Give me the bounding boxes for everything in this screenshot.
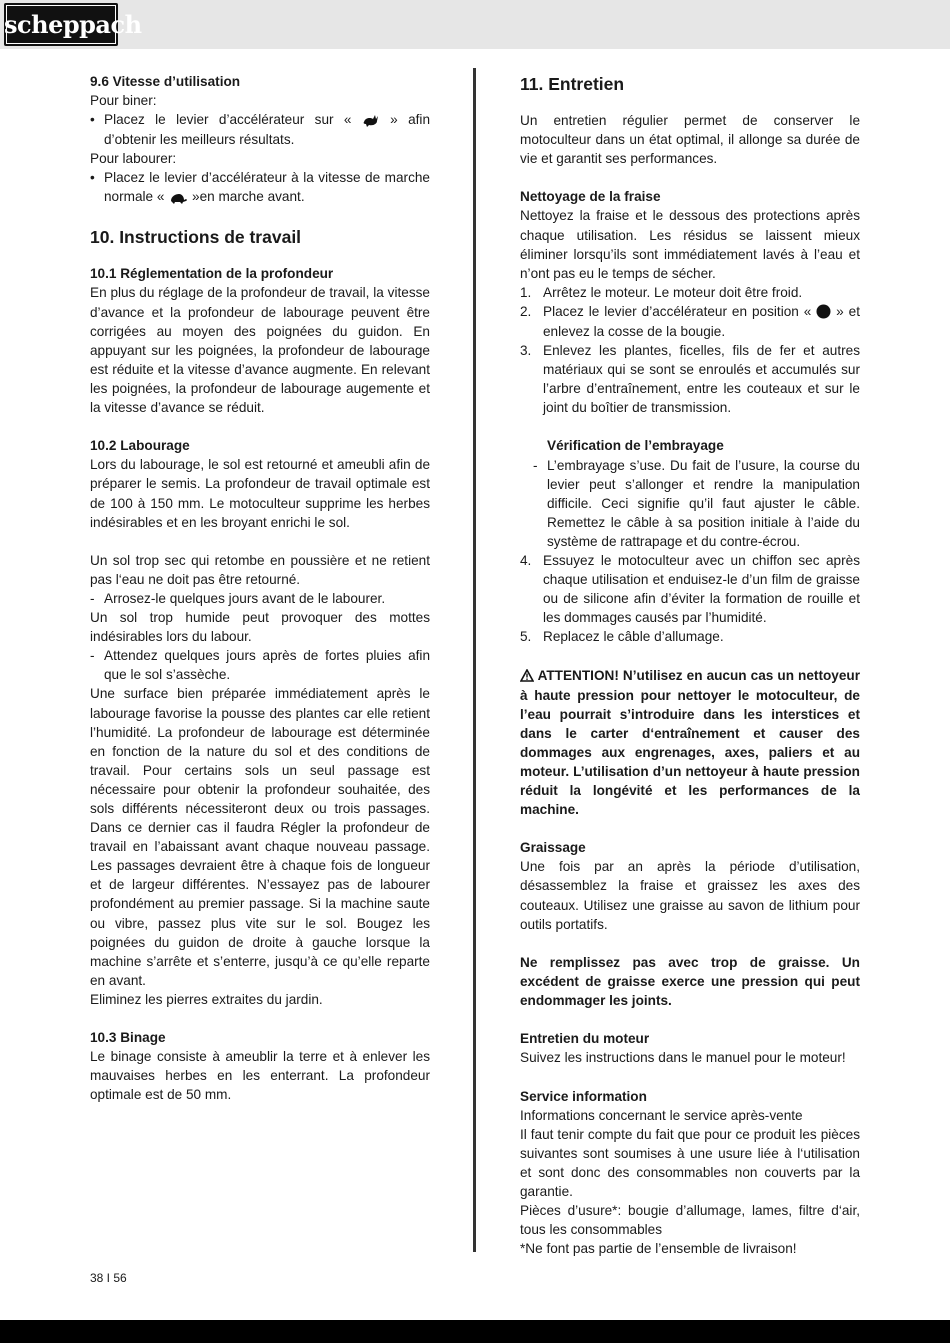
stop-circle-icon [816, 303, 831, 322]
section-10-title: 10. Instructions de travail [90, 227, 302, 248]
right-column [520, 72, 860, 1258]
page-number: 38 I 56 [90, 1271, 127, 1285]
hare-fast-icon [362, 111, 380, 130]
list-item: 3. Enlevez les plantes, ficelles, fils de fer et autres matériaux qui se sont se enroulés et accumulés sur l’arbre d’entraînement, entre les couteaux et sur le joint du boîtier de transmission. [520, 342, 860, 416]
attention-warning: ATTENTION! N’utilisez en aucun cas un nettoyeur à haute pression pour nettoyer le motoculteur, de l’eau pourrait s’introduire dans les interstices et dans le carter d‘entraînement et causer des dommages aux engrenages, axes, paliers et au moteur. L’utilisation d’un nettoyeur à haute pression réduit la longévité et les performances de la machine. [520, 667, 860, 818]
paragraph: Un sol trop humide peut provoquer des mottes indésirables lors du labour. [90, 610, 430, 645]
list-item: 2. Placez le levier d’accélérateur en position « » et enlevez la cosse de la bougie. [520, 303, 860, 339]
paragraph: Nettoyez la fraise et le dessous des protections après chaque utilisation. Les résidus se laissent mieux éliminer lorsqu’ils sont immédiatement lavés à l’eau et n’ont pas eu le temps de sécher. [520, 208, 860, 281]
nettoyage-title: Nettoyage de la fraise [520, 189, 661, 205]
section-10-3-title: 10.3 Binage [90, 1030, 166, 1046]
paragraph: Un sol trop sec qui retombe en poussière et ne retient pas l‘eau ne doit pas être retourné. [90, 552, 430, 587]
list-item: • Placez le levier d’accélérateur sur « » afin d’obtenir les meilleurs résultats. [90, 112, 430, 148]
paragraph: Une surface bien préparée immédiatement après le labourage favorise la pousse des plantes car elle retient l’humidité. La profondeur de labourage est déterminée en fonction de la nature du sol et des conditions de travail. Pour certains sols un seul passage est nécessaire pour obtenir la profondeur souhaitée, des sols différents nécessiteront deux ou trois passages. Dans ce dernier cas il faudra Régler la profondeur de travail en l’abaissant avant chaque nouveau passage. Les passages devraient être à chaque fois de longueur et de largeur différentes. N’essayez pas de labourer profondément au premier passage. Si la machine saute ou vibre, passez plus vite sur le sol. Bougez les poignées du guidon de droite à gauche lorsque la machine s’arrête et s’enterre, jusqu’à ce qu’elle reparte en avant. [90, 686, 430, 988]
column-divider [473, 68, 476, 1252]
list-item: - Attendez quelques jours après de fortes pluies afin que le sol s’assèche. [90, 648, 430, 683]
paragraph: Une fois par an après la période d’utilisation, désassemblez la fraise et graissez les axes des couteaux. Utilisez une graisse au savon de lithium pour outils portatifs. [520, 859, 860, 932]
biner-label: Pour biner: [90, 93, 157, 109]
list-item: • Placez le levier d’accélérateur à la vitesse de marche normale « »en marche avant. [90, 168, 430, 207]
list-item: 1. Arrêtez le moteur. Le moteur doit être froid. [520, 284, 803, 300]
scheppach-logo: scheppach [4, 3, 118, 46]
page-header [0, 0, 950, 49]
paragraph: Un entretien régulier permet de conserver le motoculteur dans un état optimal, il allonge sa durée de vie et garantit ses performances. [520, 113, 860, 167]
paragraph: Lors du labourage, le sol est retourné et ameubli afin de préparer le semis. La profondeur de travail optimale est de 100 à 150 mm. Le motoculteur supprime les herbes indésirables et en les broyant enrichi le sol. [90, 457, 430, 530]
warning-triangle-icon [520, 666, 534, 685]
list-item: 4. Essuyez le motoculteur avec un chiffon sec après chaque utilisation et enduisez-le d’un film de graisse ou de silicone afin d’éviter la formation de rouille et les dommages causés par l’humidité. [520, 553, 860, 626]
footer-bar [0, 1320, 950, 1343]
paragraph: Eliminez les pierres extraites du jardin. [90, 991, 323, 1007]
paragraph: Le binage consiste à ameublir la terre et à enlever les mauvaises herbes en les enterrant. La profondeur optimale est de 50 mm. [90, 1049, 430, 1103]
paragraph: Il faut tenir compte du fait que pour ce produit les pièces suivantes sont soumises à une usure liée à l‘utilisation et sont donc des consommables non couverts par la garantie. [520, 1126, 860, 1199]
paragraph: En plus du réglage de la profondeur de travail, la vitesse d’avance et la profondeur de labourage peuvent être corrigées au moyen des poignées du guidon. En appuyant sur les poignées, la profondeur de labourage est réduite et la vitesse d’avance augmente. En relevant les poignées, la profondeur de labourage augemente et la vitesse d’avance se réduit. [90, 285, 430, 416]
verification-title: Vérification de l’embrayage [547, 438, 724, 454]
list-item: - Arrosez-le quelques jours avant de le labourer. [90, 590, 386, 606]
entretien-moteur-title: Entretien du moteur [520, 1031, 650, 1047]
labourer-label: Pour labourer: [90, 151, 177, 167]
graissage-warning: Ne remplissez pas avec trop de graisse. Un excédent de graisse exerce une pression qui peut endommager les joints. [520, 954, 860, 1009]
section-10-1-title: 10.1 Réglementation de la profondeur [90, 266, 334, 282]
list-item: 5. Replacez le câble d’allumage. [520, 629, 724, 645]
paragraph: Suivez les instructions dans le manuel pour le moteur! [520, 1050, 846, 1066]
list-item: - L’embrayage s’use. Du fait de l’usure, la course du levier peut s’allonger et rendre la manipulation difficile. Ceci signifie qu’il faut ajuster le câble. Remettez le câble à sa position initiale à l’aide du système de rattrapage et du contre-écrou. [533, 457, 860, 549]
section-11-title: 11. Entretien [520, 74, 625, 94]
paragraph: *Ne font pas partie de l’ensemble de livraison! [520, 1241, 797, 1257]
tortoise-slow-icon [168, 188, 188, 207]
graissage-title: Graissage [520, 840, 586, 856]
section-9-6-title: 9.6 Vitesse d’utilisation [90, 74, 241, 89]
paragraph: Informations concernant le service après-vente [520, 1107, 803, 1123]
section-10-2-title: 10.2 Labourage [90, 438, 190, 454]
left-column [90, 72, 430, 1105]
service-information-title: Service information [520, 1088, 647, 1104]
paragraph: Pièces d’usure*: bougie d’allumage, lames, filtre d‘air, tous les consommables [520, 1203, 860, 1238]
